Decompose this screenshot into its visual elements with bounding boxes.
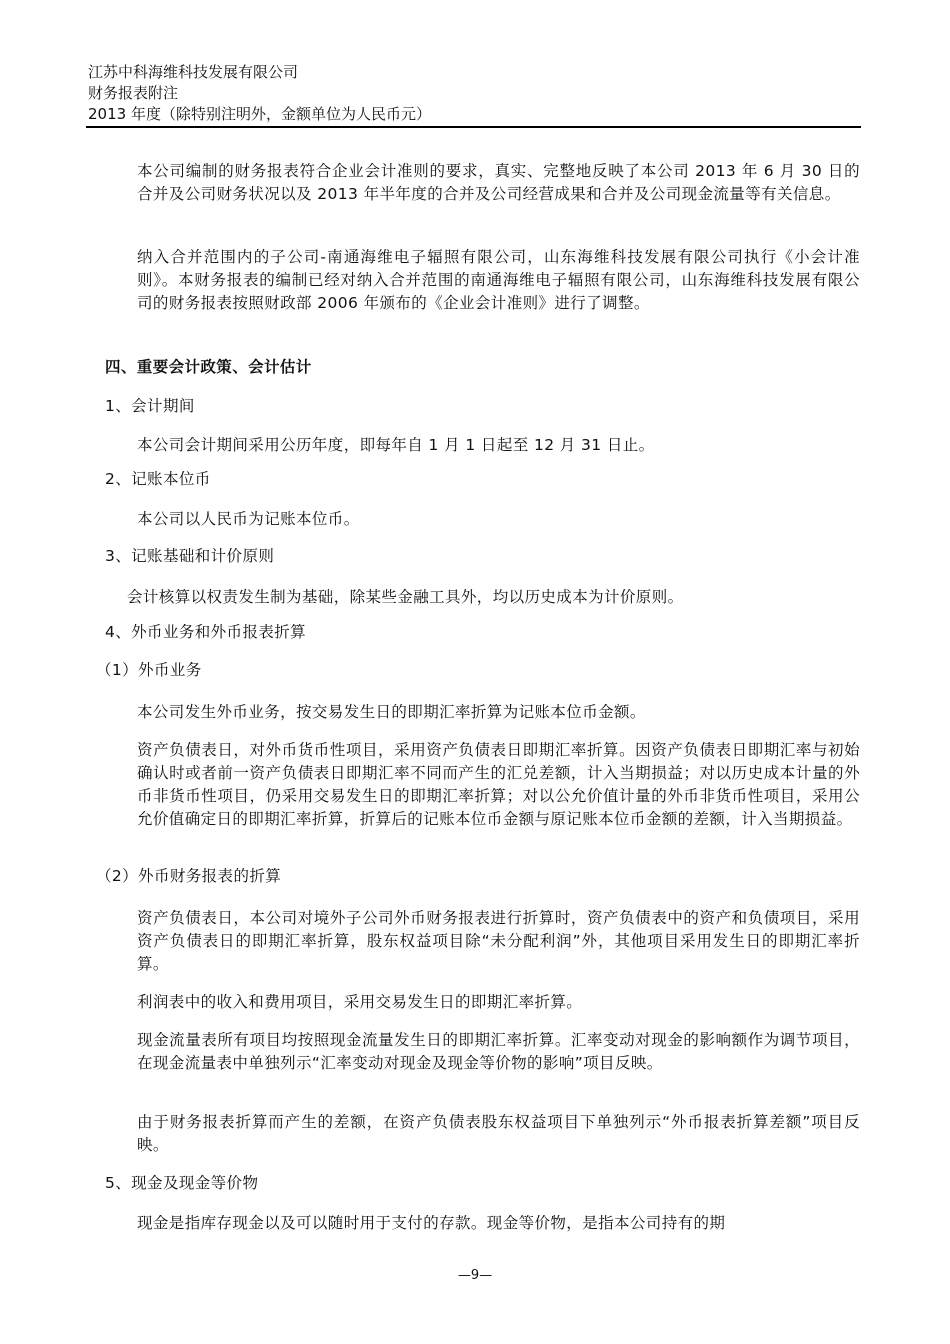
subsection-4-1-p2: 资产负债表日，对外币货币性项目，采用资产负债表日即期汇率折算。因资产负债表日即期汇率与初始确认时或者前一资产负债表日即期汇率不同而产生的汇兑差额，计入当期损益；对以历史成本计量的外币非货币性项目，仍采用交易发生日的即期汇率折算；对以公允价值计量的外币非货币性项目，采用公允价值确定日的即期汇率折算，折算后的记账本位币金额与原记账本位币金额的差额，计入当期损益。 — [137, 741, 860, 828]
company-name: 江苏中科海维科技发展有限公司 — [88, 63, 299, 81]
document-title: 财务报表附注 — [88, 84, 179, 102]
section-heading: 四、重要会计政策、会计估计 — [105, 358, 312, 376]
subsection-4-title: 4、外币业务和外币报表折算 — [105, 623, 307, 641]
subsection-1-title: 1、会计期间 — [105, 397, 195, 415]
subsection-2-title: 2、记账本位币 — [105, 470, 211, 488]
subsection-5-title: 5、现金及现金等价物 — [105, 1174, 259, 1192]
subsection-4-2-p1: 资产负债表日，本公司对境外子公司外币财务报表进行折算时，资产负债表中的资产和负债项目，采用资产负债表日的即期汇率折算，股东权益项目除“未分配利润”外，其他项目采用发生日的即期汇率折算。 — [137, 909, 860, 973]
subsection-4-2-p2: 利润表中的收入和费用项目，采用交易发生日的即期汇率折算。 — [137, 993, 583, 1011]
page-header — [88, 62, 860, 125]
subsection-4-2-p3: 现金流量表所有项目均按照现金流量发生日的即期汇率折算。汇率变动对现金的影响额作为调节项目，在现金流量表中单独列示“汇率变动对现金及现金等价物的影响”项目反映。 — [137, 1031, 860, 1072]
page-number: —9— — [457, 1268, 493, 1283]
subsection-3-text: 会计核算以权责发生制为基础，除某些金融工具外，均以历史成本为计价原则。 — [127, 588, 684, 606]
subsection-4-1-p1: 本公司发生外币业务，按交易发生日的即期汇率折算为记账本位币金额。 — [137, 703, 646, 721]
subsection-1-text: 本公司会计期间采用公历年度，即每年自 1 月 1 日起至 12 月 31 日止。 — [137, 436, 655, 454]
paragraph-compliance: 本公司编制的财务报表符合企业会计准则的要求，真实、完整地反映了本公司 2013 年 6 月 30 日的合并及公司财务状况以及 2013 年半年度的合并及公司经营成果和合并及公司现金流量等有关信息。 — [137, 162, 860, 203]
period-note: 2013 年度（除特别注明外，金额单位为人民币元） — [88, 105, 431, 123]
subsection-3-title: 3、记账基础和计价原则 — [105, 547, 275, 565]
paragraph-consolidation: 纳入合并范围内的子公司-南通海维电子辐照有限公司，山东海维科技发展有限公司执行《小会计准则》。本财务报表的编制已经对纳入合并范围的南通海维电子辐照有限公司，山东海维科技发展有限公司的财务报表按照财政部 2006 年颁布的《企业会计准则》进行了调整。 — [137, 248, 860, 312]
subsection-4-2-p4: 由于财务报表折算而产生的差额，在资产负债表股东权益项目下单独列示“外币报表折算差额”项目反映。 — [137, 1113, 860, 1154]
subsection-5-text: 现金是指库存现金以及可以随时用于支付的存款。现金等价物，是指本公司持有的期 — [137, 1214, 726, 1232]
header-rule — [86, 126, 861, 128]
subsection-4-1-title: （1）外币业务 — [96, 661, 202, 679]
subsection-2-text: 本公司以人民币为记账本位币。 — [137, 510, 360, 528]
subsection-4-2-title: （2）外币财务报表的折算 — [96, 867, 282, 885]
